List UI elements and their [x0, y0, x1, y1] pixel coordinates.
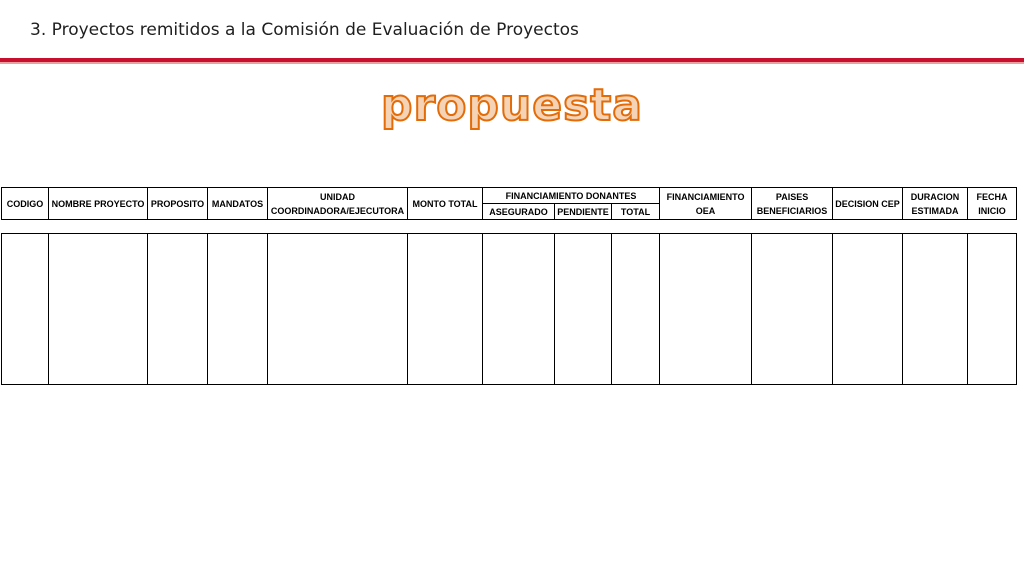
- cell-fecha[interactable]: [968, 234, 1017, 385]
- cell-paises[interactable]: [752, 234, 833, 385]
- col-monto-total-header: MONTO TOTAL: [408, 188, 483, 220]
- entry-table: [1, 233, 1017, 385]
- col-fecha-line1: FECHA: [976, 191, 1008, 202]
- col-pendiente-header: PENDIENTE: [555, 204, 612, 220]
- col-fecha-line2: INICIO: [978, 205, 1006, 216]
- cell-duracion[interactable]: [903, 234, 968, 385]
- col-financiamiento-donantes-header: FINANCIAMIENTO DONANTES: [483, 188, 660, 204]
- slide-title: 3. Proyectos remitidos a la Comisión de Evaluación de Proyectos: [30, 20, 579, 40]
- cell-proposito[interactable]: [148, 234, 208, 385]
- col-mandatos-header: MANDATOS: [208, 188, 268, 220]
- col-nombre-proyecto-header: NOMBRE PROYECTO: [49, 188, 148, 220]
- col-unidad-line1: UNIDAD: [320, 191, 355, 202]
- col-total-header: TOTAL: [612, 204, 660, 220]
- col-duracion-header: [903, 188, 968, 220]
- col-proposito-header: PROPOSITO: [148, 188, 208, 220]
- cell-financiamiento-oea[interactable]: [660, 234, 752, 385]
- col-duracion-line1: DURACION: [910, 191, 960, 202]
- col-unidad-line2: COORDINADORA/EJECUTORA: [270, 205, 405, 216]
- col-financiamiento-oea-header: [660, 188, 752, 220]
- cell-decision-cep[interactable]: [833, 234, 903, 385]
- col-decision-cep-header: DECISION CEP: [833, 188, 903, 220]
- cell-pendiente[interactable]: [555, 234, 612, 385]
- table-row: [2, 234, 1017, 385]
- col-paises-header: [752, 188, 833, 220]
- col-financiamiento-oea-line1: FINANCIAMIENTO: [666, 191, 745, 202]
- col-financiamiento-oea-line2: OEA: [695, 205, 716, 216]
- col-fecha-header: [968, 188, 1017, 220]
- col-unidad-header: [268, 188, 408, 220]
- col-paises-line2: BENEFICIARIOS: [756, 205, 828, 216]
- propuesta-stamp: propuesta: [381, 80, 643, 131]
- col-duracion-line2: ESTIMADA: [911, 205, 959, 216]
- header-table: [1, 187, 1017, 220]
- col-paises-line1: PAISES: [775, 191, 809, 202]
- title-rule-shadow: [0, 62, 1024, 64]
- cell-unidad[interactable]: [268, 234, 408, 385]
- cell-asegurado[interactable]: [483, 234, 555, 385]
- cell-total[interactable]: [612, 234, 660, 385]
- cell-monto-total[interactable]: [408, 234, 483, 385]
- cell-codigo[interactable]: [2, 234, 49, 385]
- col-codigo-header: CODIGO: [2, 188, 49, 220]
- col-asegurado-header: ASEGURADO: [483, 204, 555, 220]
- cell-mandatos[interactable]: [208, 234, 268, 385]
- cell-nombre-proyecto[interactable]: [49, 234, 148, 385]
